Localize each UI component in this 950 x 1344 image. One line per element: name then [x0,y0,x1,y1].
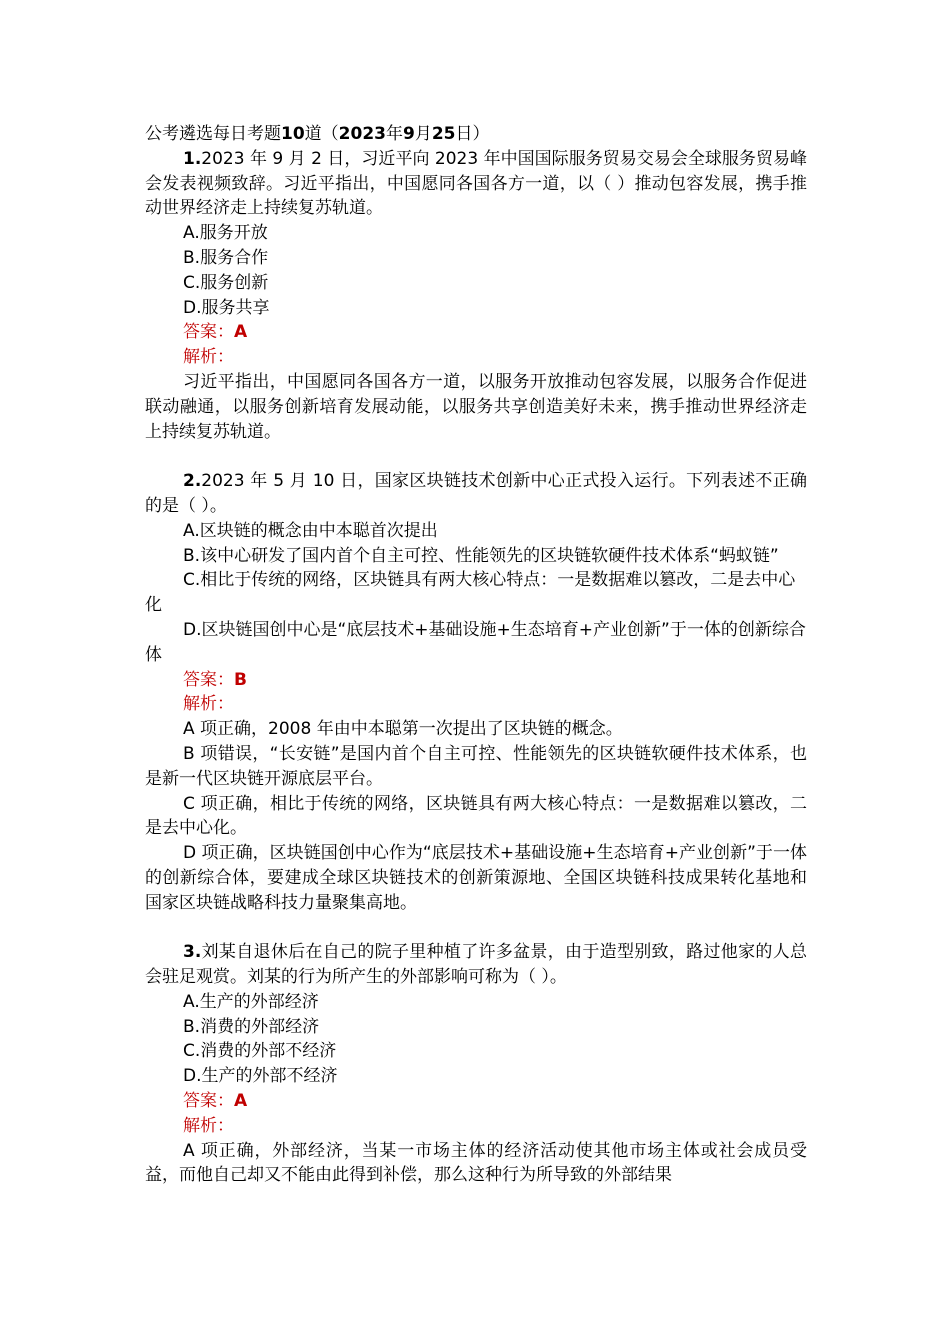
question-2-option-d: D.区块链国创中心是“底层技术+基础设施+生态培育+产业创新”于一体的创新综合体 [145,619,806,665]
question-2-analysis-label: 解析： [183,694,234,715]
question-2-analysis-a: A 项正确，2008 年由中本聪第一次提出了区块链的概念。 [183,719,623,740]
question-1-answer: 答案：A [183,322,248,343]
question-2-analysis-c: C 项正确，相比于传统的网络，区块链具有两大核心特点：一是数据难以篡改，二是去中心化。 [145,793,807,839]
question-1-option-a: A.服务开放 [183,223,268,244]
question-1-option-d: D.服务共享 [183,297,270,318]
question-3-answer: 答案：A [183,1091,248,1112]
question-1-option-b: B.服务合作 [183,247,269,268]
question-2-option-a: A.区块链的概念由中本聪首次提出 [183,520,438,541]
document-title: 公考遴选每日考题10道（2023年9月25日） [145,124,490,144]
question-3-stem: 3.刘某自退休后在自己的院子里种植了许多盆景，由于造型别致，路过他家的人总会驻足观赏。刘某的行为所产生的外部影响可称为（ ）。 [145,942,807,988]
question-2-analysis-d: D 项正确，区块链国创中心作为“底层技术+基础设施+生态培育+产业创新”于一体的创新综合体，要建成全球区块链技术的创新策源地、全国区块链科技成果转化基地和国家区块链战略科技力量聚集高地。 [145,843,807,913]
question-2-answer: 答案：B [183,669,247,690]
question-1-stem: 1.2023 年 9 月 2 日，习近平向 2023 年中国国际服务贸易交易会全球服务贸易峰会发表视频致辞。习近平指出，中国愿同各国各方一道，以（ ）推动包容发展，携手推动世界经济走上持续复苏轨道。 [145,148,807,219]
document-page [145,122,807,1188]
question-1-option-c: C.服务创新 [183,272,269,293]
question-3-analysis: A 项正确，外部经济，当某一市场主体的经济活动使其他市场主体或社会成员受益，而他自己却又不能由此得到补偿，那么这种行为所导致的外部结果 [145,1140,807,1186]
question-2-option-c: C.相比于传统的网络，区块链具有两大核心特点：一是数据难以篡改，二是去中心化 [145,570,796,616]
question-1-analysis-label: 解析： [183,347,234,368]
question-3-analysis-label: 解析： [183,1115,234,1136]
question-2-option-b: B.该中心研发了国内首个自主可控、性能领先的区块链软硬件技术体系“蚂蚁链” [183,545,779,566]
question-2-analysis-b: B 项错误，“长安链”是国内首个自主可控、性能领先的区块链软硬件技术体系，也是新一代区块链开源底层平台。 [145,743,807,789]
question-2-stem: 2.2023 年 5 月 10 日，国家区块链技术创新中心正式投入运行。下列表述不正确的是（ ）。 [145,471,807,516]
question-3-option-b: B.消费的外部经济 [183,1016,320,1037]
question-1-analysis: 习近平指出，中国愿同各国各方一道，以服务开放推动包容发展，以服务合作促进联动融通，以服务创新培育发展动能，以服务共享创造美好未来，携手推动世界经济走上持续复苏轨道。 [145,371,807,442]
question-3-option-c: C.消费的外部不经济 [183,1041,337,1062]
question-3-option-a: A.生产的外部经济 [183,991,319,1012]
question-3-option-d: D.生产的外部不经济 [183,1066,338,1087]
